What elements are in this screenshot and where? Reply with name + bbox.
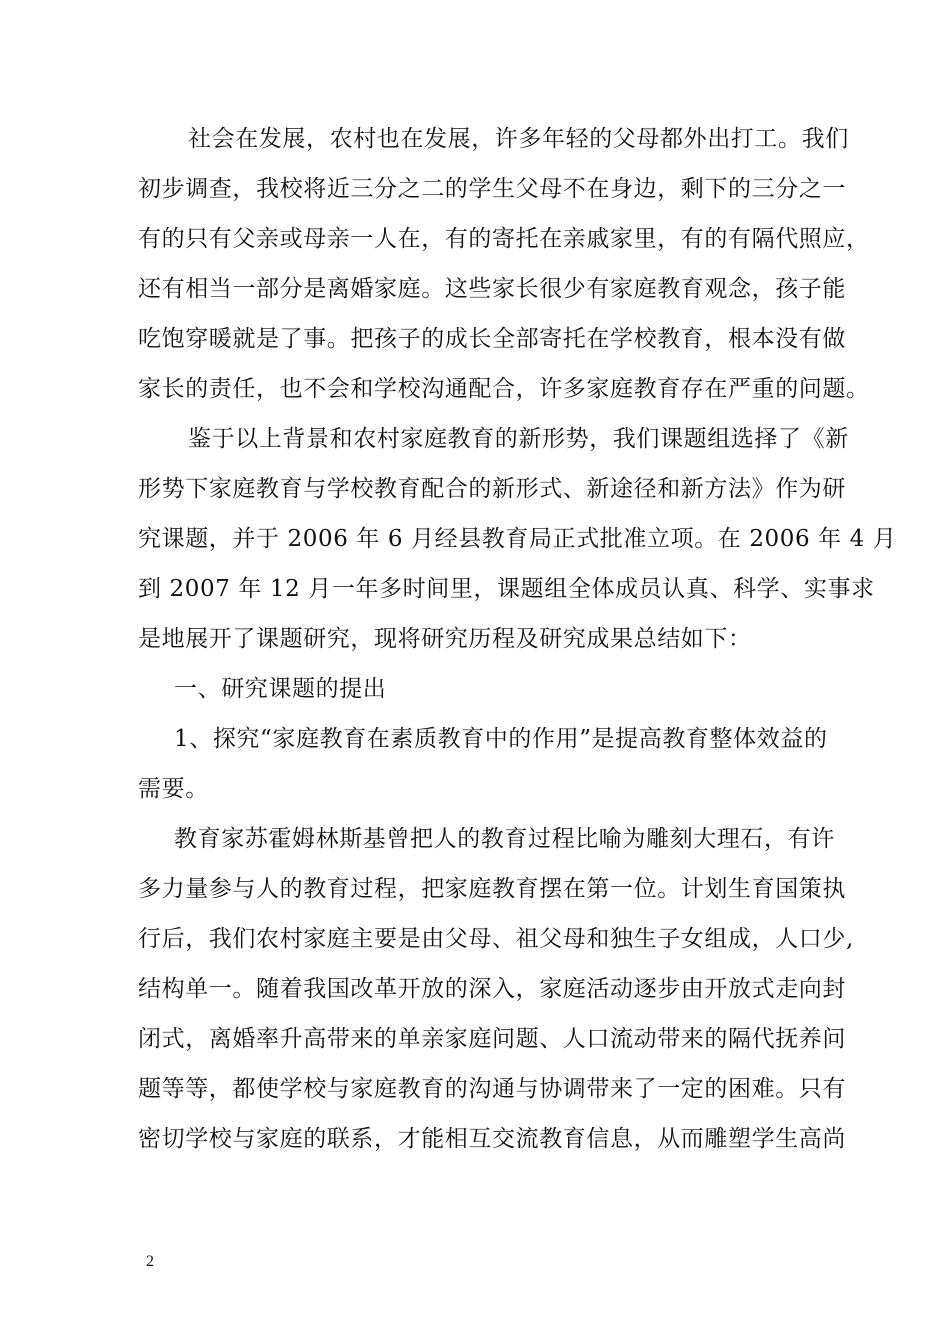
paragraph-line: 闭式，离婚率升高带来的单亲家庭问题、人口流动带来的隔代抚养问 — [138, 1026, 846, 1052]
paragraph-line: 鉴于以上背景和农村家庭教育的新形势，我们课题组选择了《新 — [188, 426, 849, 452]
paragraph-line: 有的只有父亲或母亲一人在，有的寄托在亲戚家里，有的有隔代照应， — [138, 226, 870, 252]
paragraph-line: 题等等，都使学校与家庭教育的沟通与协调带来了一定的困难。只有 — [138, 1076, 846, 1102]
paragraph-line: 吃饱穿暖就是了事。把孩子的成长全部寄托在学校教育，根本没有做 — [138, 326, 846, 352]
paragraph-line: 还有相当一部分是离婚家庭。这些家长很少有家庭教育观念，孩子能 — [138, 276, 846, 302]
paragraph-line: 结构单一。随着我国改革开放的深入，家庭活动逐步由开放式走向封 — [138, 976, 846, 1002]
paragraph-line: 家长的责任，也不会和学校沟通配合，许多家庭教育存在严重的问题。 — [138, 376, 870, 402]
paragraph-line: 到 2007 年 12 月一年多时间里，课题组全体成员认真、科学、实事求 — [138, 576, 875, 602]
paragraph-line: 形势下家庭教育与学校教育配合的新形式、新途径和新方法》作为研 — [138, 476, 846, 502]
paragraph-line: 社会在发展，农村也在发展，许多年轻的父母都外出打工。我们 — [188, 126, 849, 152]
page-number: 2 — [146, 1253, 154, 1270]
paragraph-line: 行后，我们农村家庭主要是由父母、祖父母和独生子女组成，人口少, — [138, 926, 854, 952]
paragraph-line: 多力量参与人的教育过程，把家庭教育摆在第一位。计划生育国策执 — [138, 876, 846, 902]
paragraph-line: 初步调查，我校将近三分之二的学生父母不在身边，剩下的三分之一 — [138, 176, 846, 202]
paragraph-line: 教育家苏霍姆林斯基曾把人的教育过程比喻为雕刻大理石，有许 — [174, 826, 835, 852]
paragraph-line: 是地展开了课题研究，现将研究历程及研究成果总结如下： — [138, 626, 752, 652]
subsection-heading-continued: 需要。 — [138, 776, 209, 802]
paragraph-line: 密切学校与家庭的联系，才能相互交流教育信息，从而雕塑学生高尚 — [138, 1126, 846, 1152]
section-heading: 一、研究课题的提出 — [174, 676, 387, 702]
paragraph-line: 究课题，并于 2006 年 6 月经县教育局正式批准立项。在 2006 年 4 月 — [138, 526, 897, 552]
subsection-heading: 1、探究“家庭教育在素质教育中的作用”是提高教育整体效益的 — [174, 726, 828, 752]
